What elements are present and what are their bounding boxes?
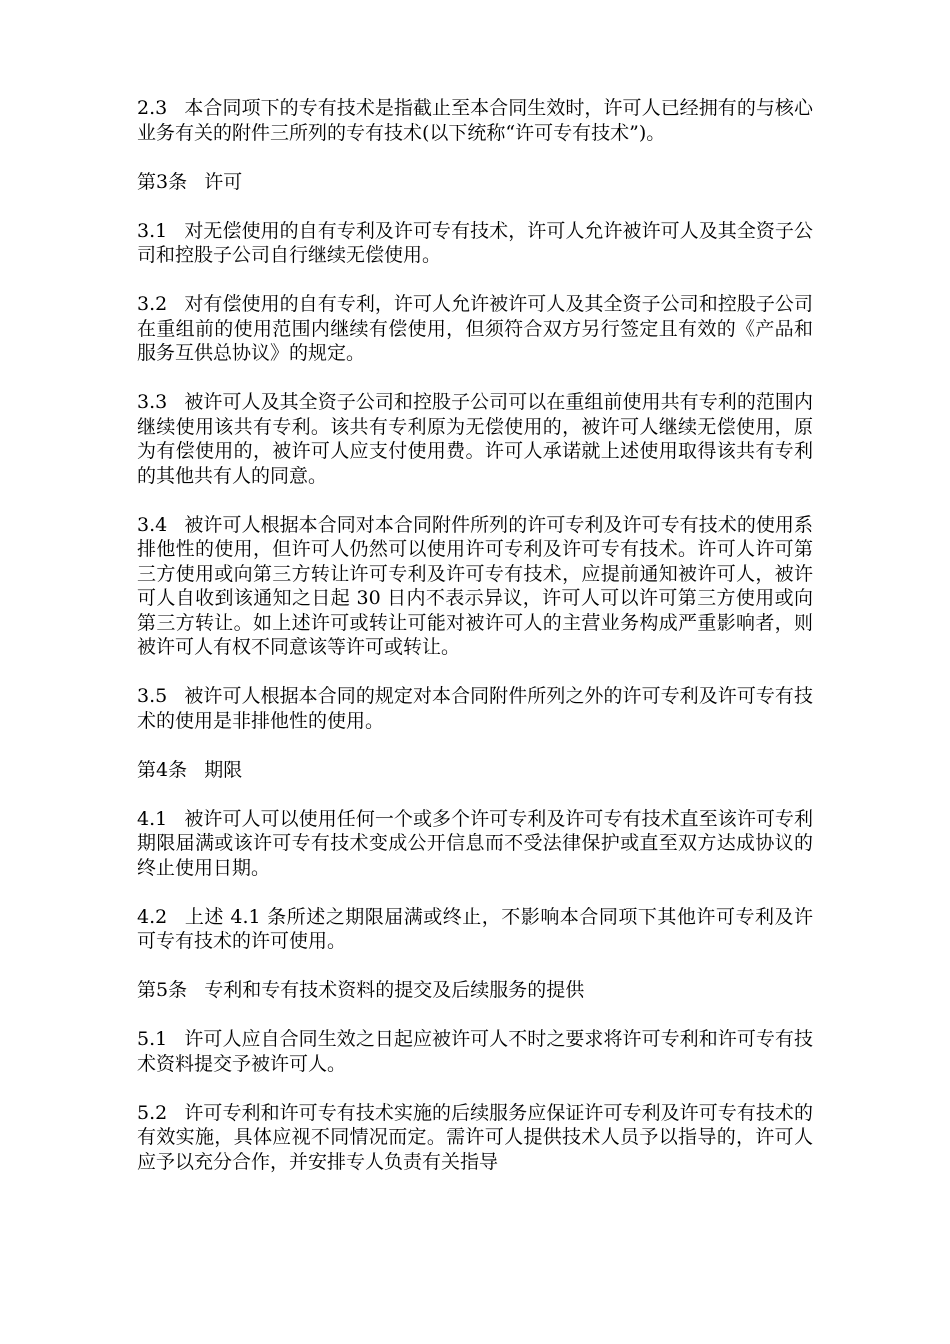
clause-text: 许可人应自合同生效之日起应被许可人不时之要求将许可专利和许可专有技术资料提交予被许可人。: [137, 1028, 813, 1075]
clause-number: 3.5: [137, 685, 168, 707]
clause-3-5: [137, 684, 813, 733]
article-number: 第4条: [137, 758, 188, 781]
article-title: 期限: [204, 758, 243, 781]
article-title: 专利和专有技术资料的提交及后续服务的提供: [204, 979, 585, 1001]
clause-5-2: [137, 1101, 813, 1175]
clause-text: 许可专利和许可专有技术实施的后续服务应保证许可专利及许可专有技术的有效实施，具体应视不同情况而定。需许可人提供技术人员予以指导的，许可人应予以充分合作，并安排专人负责有关指导: [137, 1101, 813, 1173]
clause-text: 被许可人根据本合同对本合同附件所列的许可专利及许可专有技术的使用系排他性的使用，但许可人仍然可以使用许可专利及许可专有技术。许可人许可第三方使用或向第三方转让许可专利及许可专有技术，应提前通知被许可人，被许可人自收到该通知之日起 30 日内不表示异议，许可人可以许可第三方使用或向第三方转让。如上述许可或转让可能对被许可人的主营业务构成严重影响者，则被许可人有权不同意该等许可或转让。: [137, 513, 813, 658]
clause-number: 5.1: [137, 1028, 168, 1050]
article-title: 许可: [204, 170, 243, 193]
article-number: 第5条: [137, 979, 188, 1001]
clause-text: 本合同项下的专有技术是指截止至本合同生效时，许可人已经拥有的与核心业务有关的附件三所列的专有技术(以下统称“许可专有技术”)。: [137, 97, 813, 144]
clause-3-2: [137, 292, 813, 366]
article-5-heading: [137, 978, 813, 1003]
clause-4-1: [137, 807, 813, 881]
clause-3-4: [137, 513, 813, 660]
clause-4-2: [137, 905, 813, 954]
article-3-heading: [137, 170, 813, 195]
clause-number: 4.1: [137, 807, 168, 830]
clause-2-3: [137, 96, 813, 145]
clause-5-1: [137, 1027, 813, 1076]
clause-text: 被许可人根据本合同的规定对本合同附件所列之外的许可专利及许可专有技术的使用是非排他性的使用。: [137, 685, 813, 732]
clause-number: 3.1: [137, 219, 168, 242]
clause-number: 3.4: [137, 513, 168, 536]
clause-text: 被许可人及其全资子公司和控股子公司可以在重组前使用共有专利的范围内继续使用该共有专利。该共有专利原为无偿使用的，被许可人继续无偿使用，原为有偿使用的，被许可人应支付使用费。许可人承诺就上述使用取得该共有专利的其他共有人的同意。: [137, 391, 813, 487]
clause-number: 2.3: [137, 97, 168, 119]
clause-number: 4.2: [137, 905, 168, 928]
clause-text: 对无偿使用的自有专利及许可专有技术，许可人允许被许可人及其全资子公司和控股子公司自行继续无偿使用。: [137, 219, 813, 266]
clause-number: 3.2: [137, 293, 168, 315]
article-number: 第3条: [137, 170, 188, 193]
clause-3-1: [137, 219, 813, 268]
clause-text: 被许可人可以使用任何一个或多个许可专利及许可专有技术直至该许可专利期限届满或该许可专有技术变成公开信息而不受法律保护或直至双方达成协议的终止使用日期。: [137, 807, 813, 879]
clause-3-3: [137, 390, 813, 488]
document-page: [137, 96, 813, 1199]
clause-text: 上述 4.1 条所述之期限届满或终止，不影响本合同项下其他许可专利及许可专有技术的许可使用。: [137, 905, 813, 952]
clause-text: 对有偿使用的自有专利，许可人允许被许可人及其全资子公司和控股子公司在重组前的使用范围内继续有偿使用，但须符合双方另行签定且有效的《产品和服务互供总协议》的规定。: [137, 293, 813, 364]
article-4-heading: [137, 758, 813, 783]
clause-number: 3.3: [137, 391, 168, 413]
clause-number: 5.2: [137, 1101, 168, 1124]
